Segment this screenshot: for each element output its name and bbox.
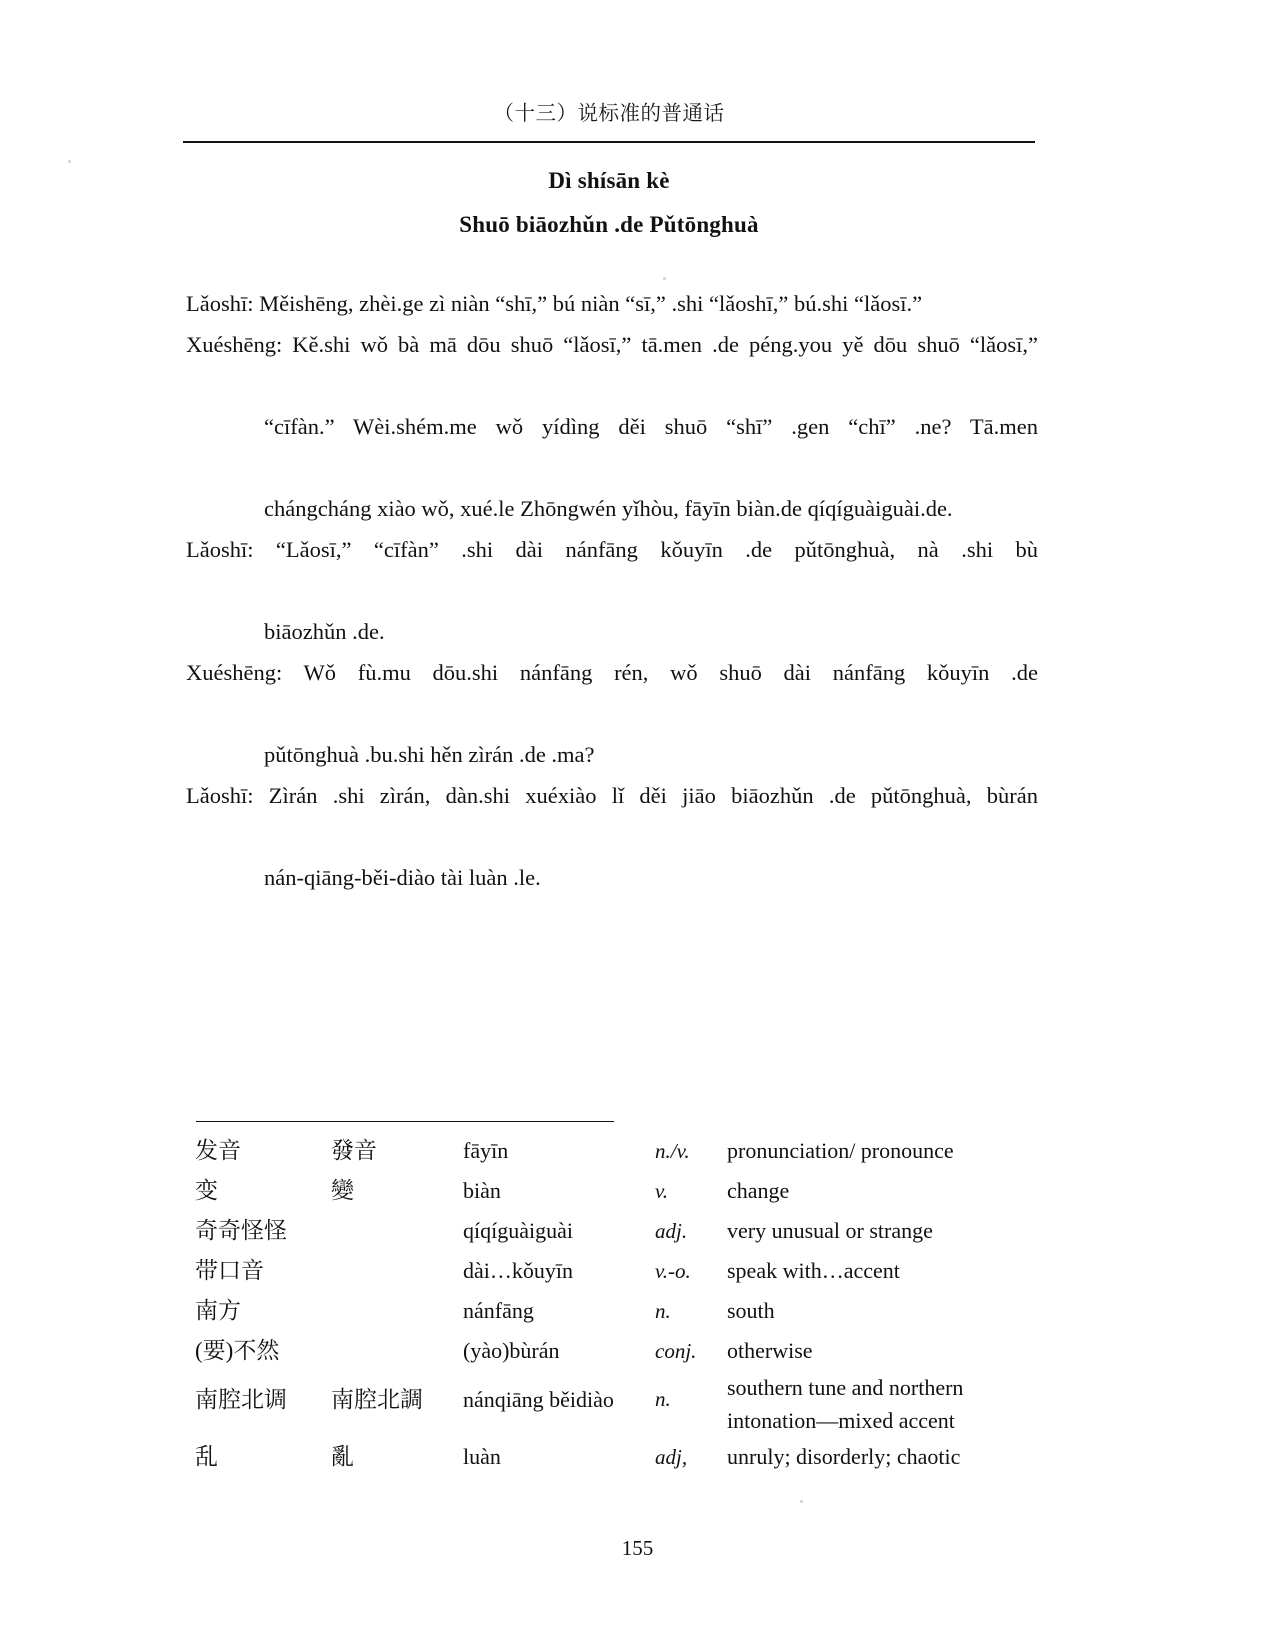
dialogue-turn	[186, 283, 1038, 324]
scan-speck	[68, 160, 71, 163]
vocab-pinyin: (yào)bùrán	[463, 1338, 560, 1363]
vocabulary-row	[186, 1211, 1046, 1251]
vocab-simplified: 带口音	[195, 1258, 264, 1283]
dialogue-text: chángcháng xiào wǒ, xué.le Zhōngwén yǐhòu, fāyīn biàn.de qíqíguàiguài.de.	[264, 496, 953, 521]
vocabulary-top-rule	[196, 1121, 614, 1122]
vocab-pinyin: dài…kǒuyīn	[463, 1258, 573, 1283]
vocab-pinyin: fāyīn	[463, 1138, 509, 1163]
vocabulary-row	[186, 1437, 1046, 1477]
header-rule	[183, 141, 1035, 143]
vocab-traditional	[331, 1211, 463, 1251]
dialogue-text: “cīfàn.” Wèi.shém.me wǒ yídìng děi shuō “shī” .gen “chī” .ne? Tā.men	[264, 414, 1038, 439]
scan-speck	[800, 1500, 803, 1503]
dialogue-turn	[186, 529, 1038, 652]
dialogue-continuation-line	[186, 734, 1038, 775]
vocab-definition: speak with…accent	[727, 1258, 900, 1283]
speaker-label: Xuéshēng:	[186, 660, 283, 685]
vocab-part-of-speech: n.	[655, 1299, 671, 1323]
vocab-simplified: 奇奇怪怪	[195, 1218, 287, 1243]
vocab-simplified: 变	[195, 1178, 218, 1203]
dialogue-first-line	[186, 775, 1038, 857]
dialogue-continuation-line	[186, 611, 1038, 652]
vocab-simplified: 发音	[195, 1138, 241, 1163]
speaker-label: Lǎoshī:	[186, 291, 254, 316]
dialogue-text: Kě.shi wǒ bà mā dōu shuō “lǎosī,” tā.men .de péng.you yě dōu shuō “lǎosī,”	[282, 332, 1038, 357]
vocab-definition: pronunciation/ pronounce	[727, 1138, 954, 1163]
vocabulary-row	[186, 1371, 1046, 1437]
lesson-title-heading: Shuō biāozhǔn .de Pǔtōnghuà	[459, 212, 759, 237]
vocab-traditional	[331, 1331, 463, 1371]
dialogue-continuation-line	[186, 406, 1038, 488]
vocab-part-of-speech: n.	[655, 1387, 671, 1411]
dialogue-first-line	[186, 324, 1038, 406]
dialogue-text: pǔtōnghuà .bu.shi hěn zìrán .de .ma?	[264, 742, 595, 767]
vocab-part-of-speech: conj.	[655, 1339, 697, 1363]
vocab-part-of-speech: n./v.	[655, 1139, 690, 1163]
speaker-label: Lǎoshī:	[186, 537, 254, 562]
speaker-label: Xuéshēng:	[186, 332, 283, 357]
vocabulary-row	[186, 1291, 1046, 1331]
dialogue-first-line	[186, 652, 1038, 734]
vocab-simplified: 南方	[195, 1298, 241, 1323]
vocab-pinyin: nánqiāng běidiào	[463, 1387, 614, 1412]
vocab-definition	[727, 1371, 1046, 1437]
dialogue-first-line	[186, 529, 1038, 611]
vocab-simplified: (要)不然	[195, 1338, 280, 1363]
vocab-pinyin: qíqíguàiguài	[463, 1218, 573, 1243]
dialogue-turn	[186, 652, 1038, 775]
vocab-part-of-speech: adj.	[655, 1219, 688, 1243]
vocab-pinyin: biàn	[463, 1178, 501, 1203]
vocab-definition-line: intonation—mixed accent	[727, 1408, 955, 1433]
vocab-traditional: 亂	[331, 1444, 354, 1469]
vocab-definition: change	[727, 1178, 790, 1203]
lesson-number-heading: Dì shísān kè	[548, 168, 670, 193]
vocab-pinyin: nánfāng	[463, 1298, 534, 1323]
vocab-definition: south	[727, 1298, 775, 1323]
vocabulary-row	[186, 1171, 1046, 1211]
vocab-definition: very unusual or strange	[727, 1218, 933, 1243]
vocab-definition-line: southern tune and northern	[727, 1375, 964, 1400]
dialogue-text: “Lǎosī,” “cīfàn” .shi dài nánfāng kǒuyīn .de pǔtōnghuà, nà .shi bù	[253, 537, 1038, 562]
vocab-definition: unruly; disorderly; chaotic	[727, 1444, 961, 1469]
dialogue-turn	[186, 324, 1038, 529]
dialogue-text: nán-qiāng-běi-diào tài luàn .le.	[264, 865, 541, 890]
dialogue-text: biāozhǔn .de.	[264, 619, 385, 644]
vocab-part-of-speech: v.-o.	[655, 1259, 691, 1283]
dialogue-first-line	[186, 291, 922, 316]
vocab-traditional: 變	[331, 1178, 354, 1203]
vocab-simplified: 南腔北调	[195, 1387, 287, 1412]
dialogue-continuation-line	[186, 488, 1038, 529]
vocab-traditional	[331, 1251, 463, 1291]
dialogue-text: Wǒ fù.mu dōu.shi nánfāng rén, wǒ shuō dài nánfāng kǒuyīn .de	[282, 660, 1038, 685]
vocabulary-row	[186, 1331, 1046, 1371]
dialogue-body	[186, 283, 1038, 898]
vocab-part-of-speech: adj,	[655, 1445, 688, 1469]
vocab-definition: otherwise	[727, 1338, 813, 1363]
vocabulary-table	[186, 1131, 1046, 1477]
scan-speck	[663, 277, 666, 280]
vocabulary-row	[186, 1251, 1046, 1291]
vocab-traditional: 發音	[331, 1138, 377, 1163]
page-number: 155	[621, 1536, 654, 1560]
vocab-traditional	[331, 1291, 463, 1331]
vocab-simplified: 乱	[195, 1444, 218, 1469]
vocabulary-row	[186, 1131, 1046, 1171]
vocab-pinyin: luàn	[463, 1444, 501, 1469]
speaker-label: Lǎoshī:	[186, 783, 254, 808]
dialogue-text: Měishēng, zhèi.ge zì niàn “shī,” bú niàn “sī,” .shi “lǎoshī,” bú.shi “lǎosī.”	[253, 291, 923, 316]
dialogue-continuation-line	[186, 857, 1038, 898]
dialogue-turn	[186, 775, 1038, 898]
running-head: （十三）说标准的普通话	[493, 103, 725, 125]
vocab-traditional: 南腔北調	[331, 1387, 423, 1412]
dialogue-text: Zìrán .shi zìrán, dàn.shi xuéxiào lǐ děi jiāo biāozhǔn .de pǔtōnghuà, bùrán	[253, 783, 1038, 808]
vocab-part-of-speech: v.	[655, 1179, 669, 1203]
